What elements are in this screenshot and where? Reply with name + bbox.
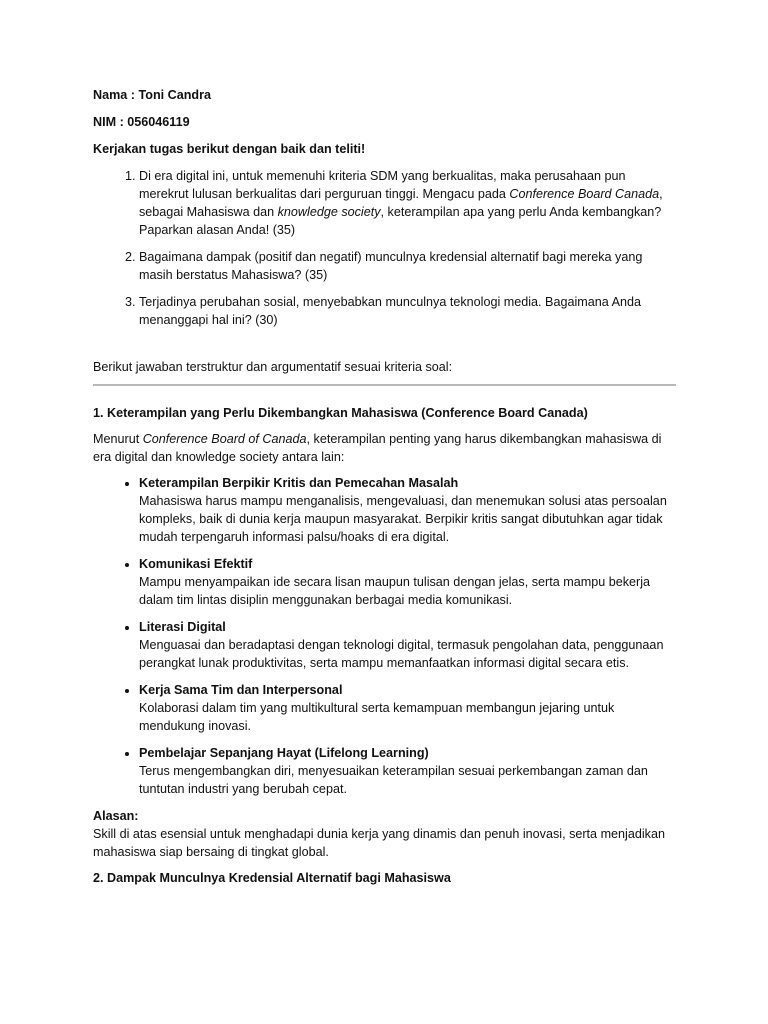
- section-1-lead: [93, 430, 676, 466]
- question-3-text: Terjadinya perubahan sosial, menyebabkan munculnya teknologi media. Bagaimana Anda menanggapi hal ini? (30): [139, 295, 641, 327]
- skill-description: Mampu menyampaikan ide secara lisan maupun tulisan dengan jelas, serta mampu bekerja dalam tim lintas disiplin menggunakan berbagai media komunikasi.: [139, 575, 651, 607]
- reason-label: Alasan:: [93, 809, 139, 823]
- reason-block: [93, 807, 676, 861]
- skill-item: [139, 555, 676, 609]
- section-2-heading: 2. Dampak Munculnya Kredensial Alternatif bagi Mahasiswa: [93, 871, 451, 885]
- skill-title: • Komunikasi Efektif: [139, 557, 253, 571]
- skill-title: • Literasi Digital: [139, 620, 226, 634]
- answer-intro: Berikut jawaban terstruktur dan argumentatif sesuai kriteria soal:: [93, 360, 453, 374]
- skill-title: • Pembelajar Sepanjang Hayat (Lifelong Learning): [139, 746, 429, 760]
- skill-item: [139, 744, 676, 798]
- question-1-italic-a: Conference Board Canada: [509, 187, 660, 201]
- skill-description: Terus mengembangkan diri, menyesuaikan keterampilan sesuai perkembangan zaman dan tuntutan industri yang berubah cepat.: [139, 764, 648, 796]
- skill-description: Kolaborasi dalam tim yang multikultural serta kemampuan membangun jejaring untuk mendukung inovasi.: [139, 701, 615, 733]
- question-2-text: Bagaimana dampak (positif dan negatif) munculnya kredensial alternatif bagi mereka yang masih berstatus Mahasiswa? (35): [139, 250, 643, 282]
- question-1-italic-b: knowledge society: [277, 205, 381, 219]
- lead-text-a: Menurut: [93, 432, 143, 446]
- question-1-text-b: , sebagai Mahasiswa dan: [139, 187, 663, 219]
- reason-text: Skill di atas esensial untuk menghadapi dunia kerja yang dinamis dan penuh inovasi, serta menjadikan mahasiswa siap bersaing di tingkat global.: [93, 827, 665, 859]
- skill-title: • Kerja Sama Tim dan Interpersonal: [139, 683, 343, 697]
- task-instruction: Kerjakan tugas berikut dengan baik dan teliti!: [93, 142, 366, 156]
- skill-description: Mahasiswa harus mampu menganalisis, mengevaluasi, dan menemukan solusi atas persoalan kompleks, baik di dunia kerja maupun masyarakat. Berpikir kritis sangat dibutuhkan agar tidak mudah terpengaruh informasi palsu/hoaks di era digital.: [139, 494, 667, 544]
- skill-title: • Keterampilan Berpikir Kritis dan Pemecahan Masalah: [139, 476, 459, 490]
- skill-list: [93, 474, 676, 798]
- skill-item: [139, 681, 676, 735]
- skill-item: [139, 474, 676, 546]
- question-1-text-c: , keterampilan apa yang perlu Anda kembangkan? Paparkan alasan Anda! (35): [139, 205, 662, 237]
- lead-italic: Conference Board of Canada: [142, 432, 307, 446]
- skill-item: [139, 618, 676, 672]
- section-1-heading: 1. Keterampilan yang Perlu Dikembangkan Mahasiswa (Conference Board Canada): [93, 406, 588, 420]
- divider: [93, 384, 676, 386]
- student-nim: NIM : 056046119: [93, 115, 190, 129]
- lead-text-b: , keterampilan penting yang harus dikembangkan mahasiswa di era digital dan knowledge society antara lain:: [93, 432, 662, 464]
- question-item: [139, 167, 676, 239]
- question-item: [139, 293, 676, 329]
- question-1-text-a: Di era digital ini, untuk memenuhi kriteria SDM yang berkualitas, maka perusahaan pun merekrut lulusan berkualitas dari perguruan tinggi. Mengacu pada: [139, 169, 626, 201]
- skill-description: Menguasai dan beradaptasi dengan teknologi digital, termasuk pengolahan data, penggunaan perangkat lunak produktivitas, serta mampu memanfaatkan informasi digital secara etis.: [139, 638, 664, 670]
- question-list: [93, 167, 676, 329]
- student-name: Nama : Toni Candra: [93, 88, 212, 102]
- question-item: [139, 248, 676, 284]
